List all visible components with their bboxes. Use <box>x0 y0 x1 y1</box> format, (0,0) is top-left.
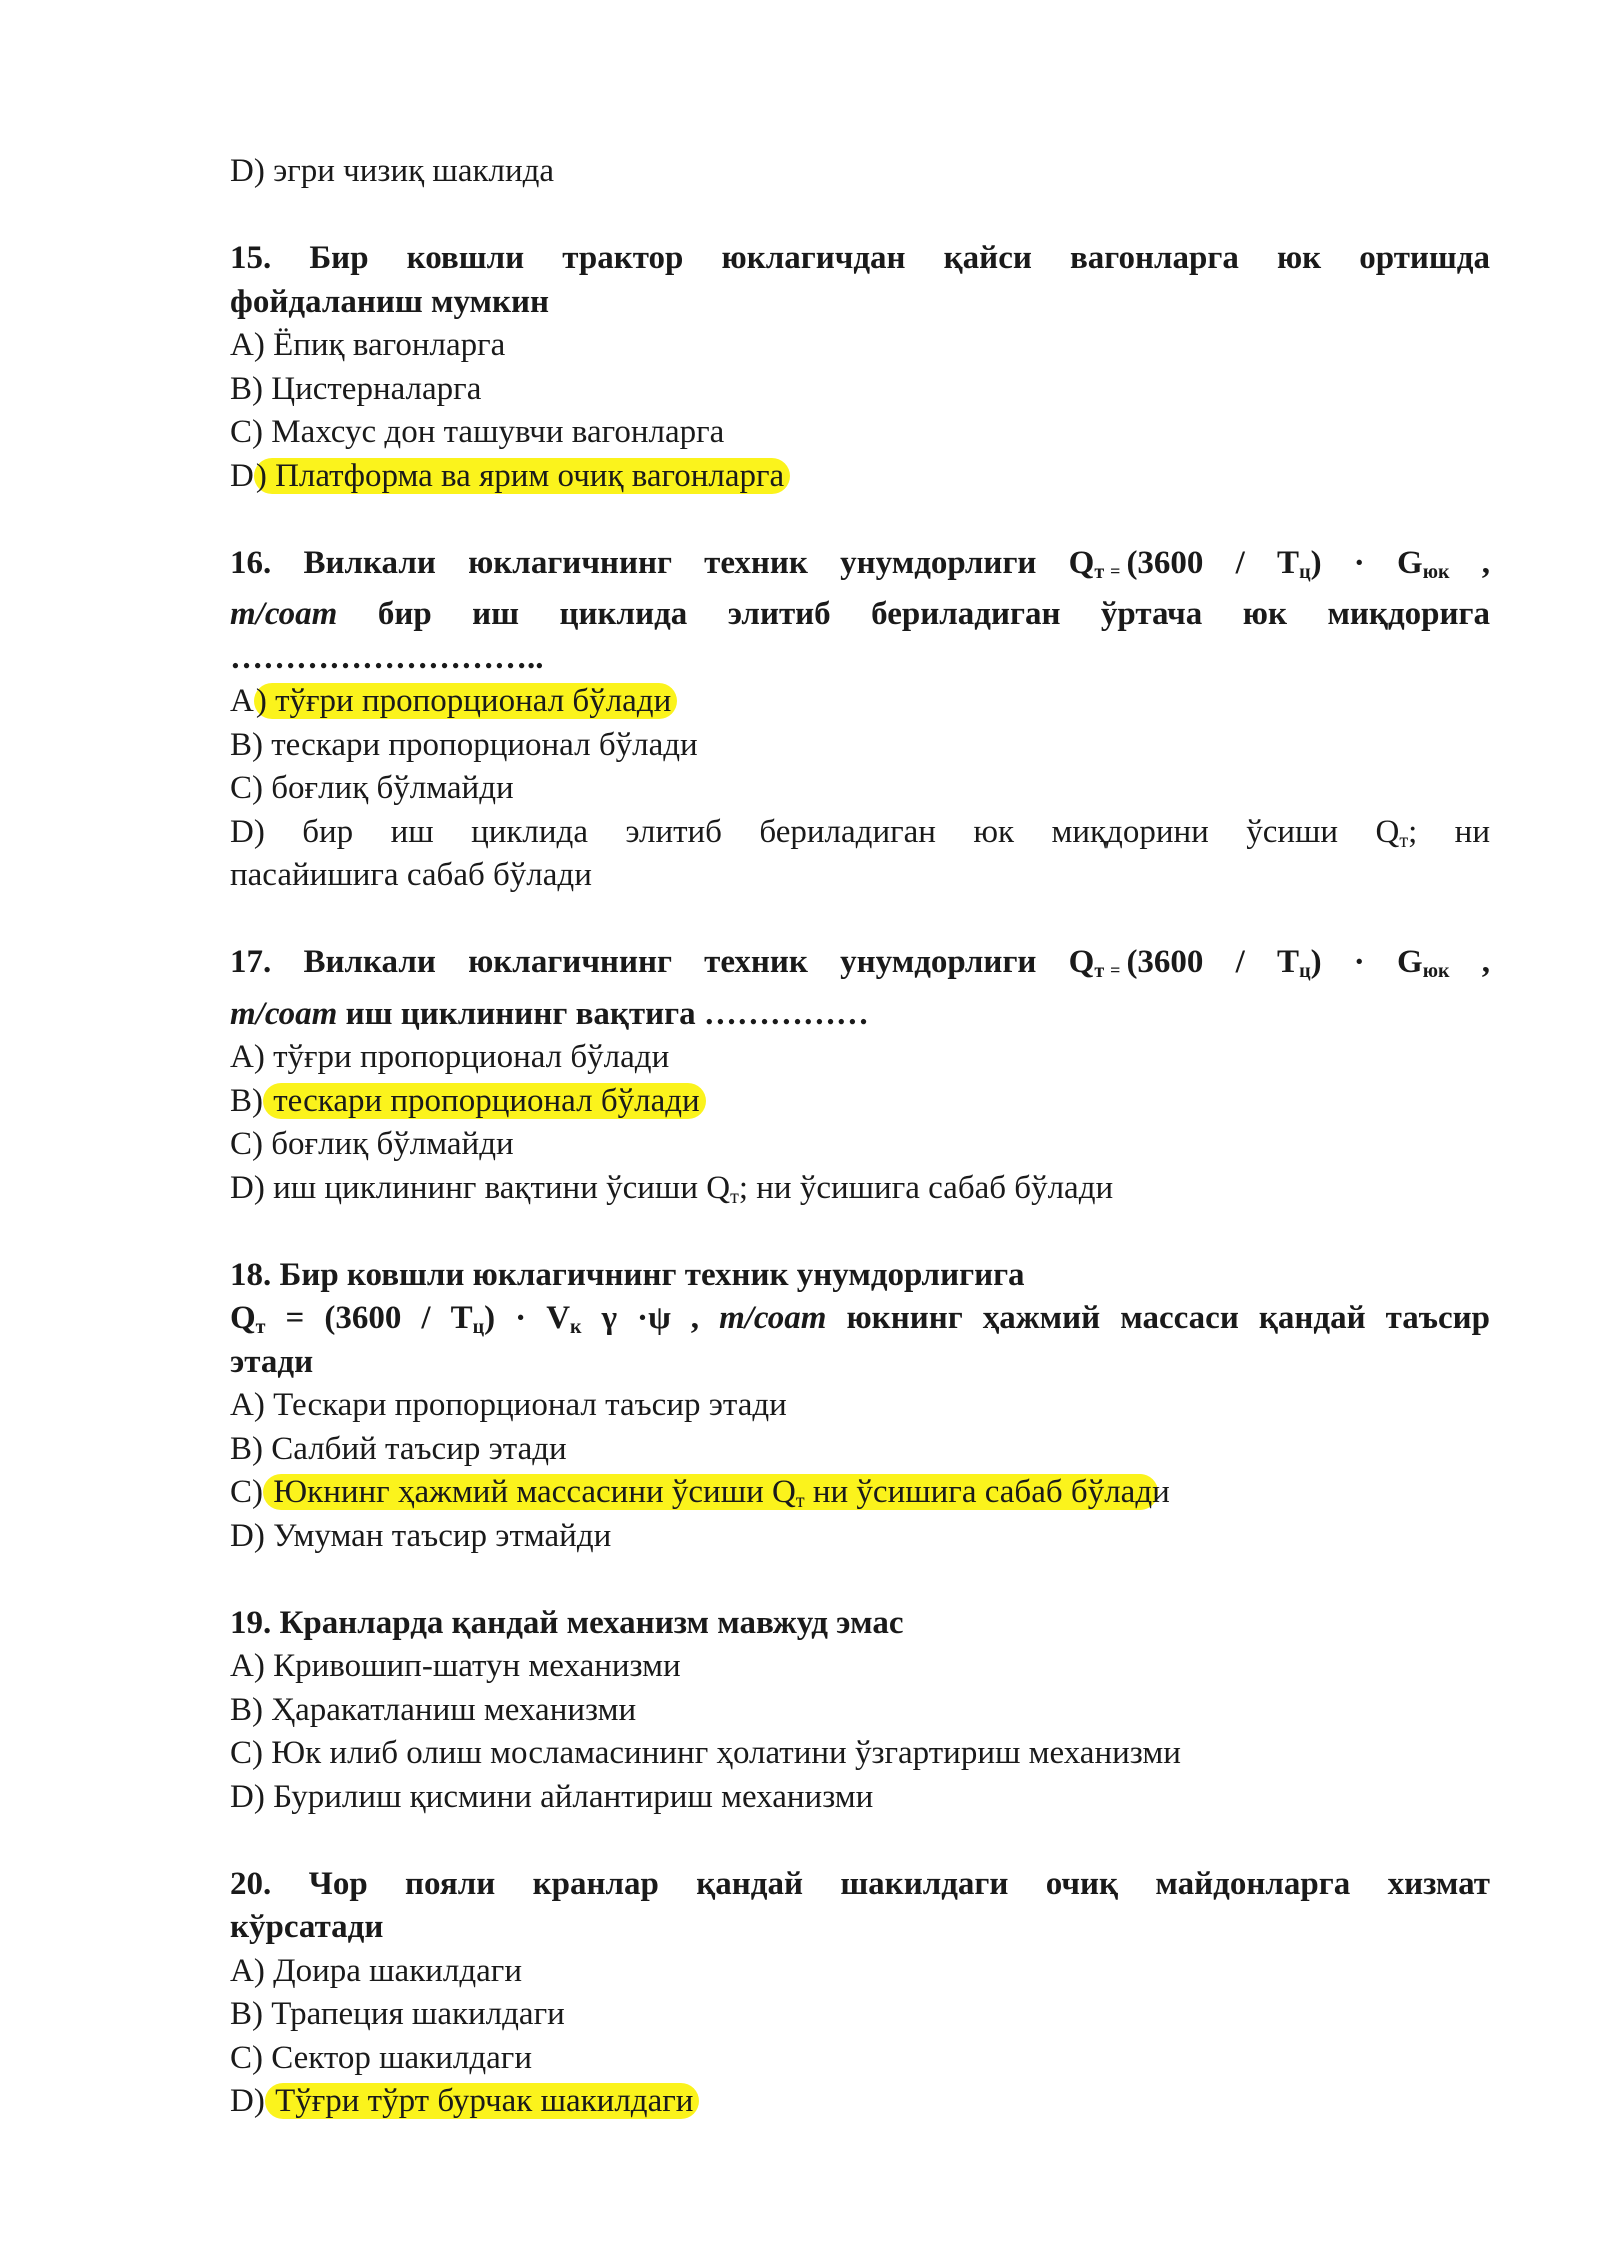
question-19 <box>230 1602 1490 1820</box>
question-16-option-a: A) тўғри пропорционал бўлади <box>230 680 1490 724</box>
question-19-option-c: C) Юк илиб олиш мосламасининг ҳолатини ўзгартириш механизми <box>230 1735 1181 1771</box>
question-16-dots: ……………………….. <box>230 639 544 676</box>
question-17-option-b: B) тескари пропорционал бўлади <box>230 1080 1490 1124</box>
highlighted-answer: ) Платформа ва ярим очиқ вагонларга <box>254 458 790 494</box>
highlighted-answer: Тўғри тўрт бурчак шакилдаги <box>265 2083 700 2119</box>
question-18-option-a: A) Тескари пропорционал таъсир этади <box>230 1387 787 1423</box>
highlighted-answer: тескари пропорционал бўлади <box>263 1083 706 1119</box>
question-17-title-line1: 17. Вилкали юклагичнинг техник унумдорлиги $Q_т = (3600 / T_ц) \cdot G_{юк}$ , <box>230 944 1491 982</box>
question-15-option-c: C) Махсус дон ташувчи вагонларга <box>230 414 725 450</box>
question-15-title-line2: фойдаланиш мумкин <box>230 283 550 320</box>
question-18-title-line1: 18. Бир ковшли юклагичнинг техник унумдорлигига <box>230 1256 1025 1293</box>
highlighted-answer: ) тўғри пропорционал бўлади <box>254 683 677 719</box>
question-18 <box>230 1254 1490 1559</box>
document-page <box>230 150 1490 2124</box>
question-18-option-d: D) Умуман таъсир этмайди <box>230 1517 612 1554</box>
question-15-option-a: A) Ёпиқ вагонларга <box>230 327 506 363</box>
question-15 <box>230 237 1490 498</box>
question-17 <box>230 941 1490 1210</box>
question-20-option-a: A) Доира шакилдаги <box>230 1952 522 1989</box>
question-15-option-b: B) Цистерналарга <box>230 370 482 407</box>
question-19-option-d: D) Бурилиш қисмини айлантириш механизми <box>230 1778 874 1815</box>
question-16-option-c: C) боғлиқ бўлмайди <box>230 770 514 806</box>
question-16 <box>230 542 1490 898</box>
question-18-title-line3: этади <box>230 1343 314 1380</box>
question-20-option-d: D) Тўғри тўрт бурчак шакилдаги <box>230 2080 1490 2124</box>
question-17-option-d: D) иш циклининг вақтини ўсиши $Q_т$; ни ўсишига сабаб бўлади <box>230 1169 1114 1208</box>
question-15-option-d: D) Платформа ва ярим очиқ вагонларга <box>230 455 1490 499</box>
question-16-option-d-line1: D) бир иш циклида элитиб бериладиган юк миқдорини ўсиши $Q_т$; ни <box>230 813 1490 852</box>
question-17-title-line2: т/соат иш циклининг вақтига …………… <box>230 995 869 1032</box>
question-17-option-c: C) боғлиқ бўлмайди <box>230 1126 514 1162</box>
question-17-option-a: A) тўғри пропорционал бўлади <box>230 1039 670 1075</box>
question-19-option-b: B) Ҳаракатланиш механизми <box>230 1691 637 1728</box>
question-20 <box>230 1863 1490 2124</box>
question-18-option-c: C) Юкнинг ҳажмий массасини ўсиши $Q_т$ ни ўсишига сабаб бўлади <box>230 1474 1170 1512</box>
question-16-title-line1: 16. Вилкали юклагичнинг техник унумдорлиги $Q_т = (3600 / T_ц) \cdot G_{юк}$ , <box>230 544 1491 583</box>
question-18-formula-line: $Q_т = (3600 / T_ц) \cdot V_к$ γ ·ψ , т/соат юкнинг ҳажмий массаси қандай таъсир <box>230 1300 1490 1338</box>
question-16-option-d-line2: пасайишига сабаб бўлади <box>230 857 592 893</box>
question-15-title-line1: 15. Бир ковшли трактор юклагичдан қайси вагонларга юк ортишда <box>230 240 1490 276</box>
question-20-option-c: C) Сектор шакилдаги <box>230 2039 532 2076</box>
question-20-title-line2: кўрсатади <box>230 1909 384 1945</box>
prev-option-d: D) эгри чизиқ шаклида <box>230 153 555 189</box>
question-16-option-b: B) тескари пропорционал бўлади <box>230 726 698 763</box>
question-20-title-line1: 20. Чор пояли кранлар қандай шакилдаги очиқ майдонларга хизмат <box>230 1865 1490 1902</box>
question-19-option-a: A) Кривошип-шатун механизми <box>230 1648 681 1684</box>
question-16-title-line2: т/соат бир иш циклида элитиб бериладиган ўртача юк миқдорига <box>230 596 1490 632</box>
question-19-title: 19. Кранларда қандай механизм мавжуд эмас <box>230 1604 904 1641</box>
question-20-option-b: B) Трапеция шакилдаги <box>230 1996 565 2032</box>
highlighted-answer: Юкнинг ҳажмий массасини ўсиши $Q_т$ ни ўсишига сабаб бўлад <box>263 1474 1158 1510</box>
question-18-option-b: B) Салбий таъсир этади <box>230 1430 567 1467</box>
